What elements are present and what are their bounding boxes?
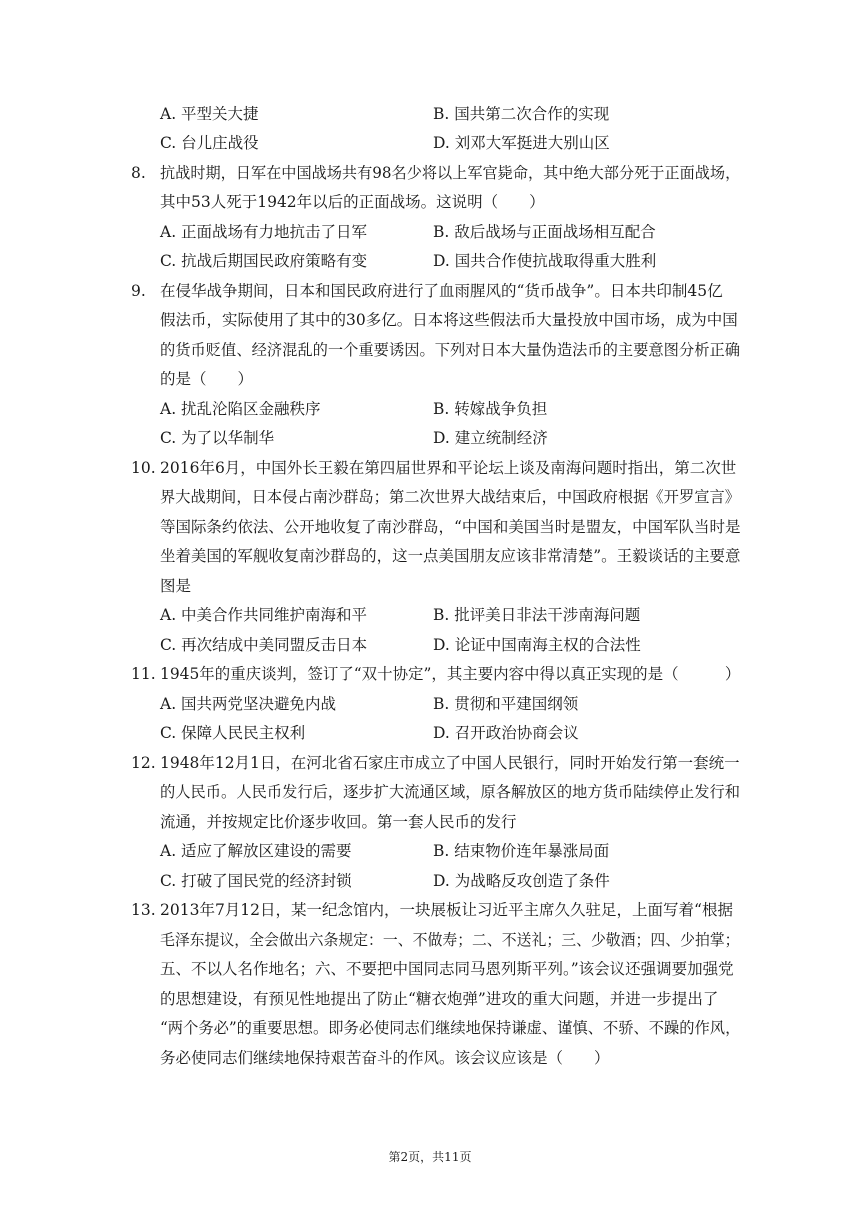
q9-line: 的货币贬值、经济混乱的一个重要诱因。下列对日本大量伪造法币的主要意图分析正确 <box>160 341 741 359</box>
q13-line: “两个务必”的重要思想。即务必使同志们继续地保持谦虚、谨慎、不骄、不躁的作风， <box>160 1019 741 1037</box>
q12-option-c: C. 打破了国民党的经济封锁 <box>160 872 352 890</box>
q9-line: 的是（ ） <box>160 370 254 388</box>
q8-line: 其中53人死于1942年以后的正面战场。这说明（ ） <box>160 193 545 211</box>
q8-option-b: B. 敌后战场与正面战场相互配合 <box>433 223 656 241</box>
q7-option-a: A. 平型关大捷 <box>160 105 259 123</box>
q11-option-c: C. 保障人民民主权利 <box>160 724 306 742</box>
q9-line: 假法币，实际使用了其中的30多亿。日本将这些假法币大量投放中国市场，成为中国 <box>160 311 738 329</box>
q7-option-b: B. 国共第二次合作的实现 <box>433 105 610 123</box>
q13-number: 13. <box>131 901 156 919</box>
q11-option-b: B. 贯彻和平建国纲领 <box>433 695 579 713</box>
q10-option-d: D. 论证中国南海主权的合法性 <box>433 636 641 654</box>
q8-number: 8. <box>131 164 146 182</box>
q7-option-c: C. 台儿庄战役 <box>160 134 259 152</box>
q10-line: 图是 <box>160 577 192 595</box>
q13-line: 五、不以人名作地名；六、不要把中国同志同马恩列斯平列。”该会议还强调要加强党 <box>160 960 734 978</box>
q11-option-a: A. 国共两党坚决避免内战 <box>160 695 337 713</box>
q9-line: 在侵华战争期间，日本和国民政府进行了血雨腥风的“货币战争”。日本共印制45亿 <box>160 282 723 300</box>
q9-option-a: A. 扰乱沦陷区金融秩序 <box>160 400 321 418</box>
q12-line: 流通，并按规定比价逐步收回。第一套人民币的发行 <box>160 813 517 831</box>
q10-line: 2016年6月，中国外长王毅在第四届世界和平论坛上谈及南海问题时指出，第二次世 <box>160 459 737 477</box>
q11-line: 1945年的重庆谈判，签订了“双十协定”，其主要内容中得以真正实现的是（ ） <box>160 665 741 683</box>
q11-number: 11. <box>131 665 156 683</box>
q9-option-d: D. 建立统制经济 <box>433 429 548 447</box>
q13-line: 2013年7月12日，某一纪念馆内，一块展板让习近平主席久久驻足，上面写着“根据 <box>160 901 733 919</box>
q10-option-a: A. 中美合作共同维护南海和平 <box>160 606 368 624</box>
page-footer: 第2页，共11页 <box>388 1150 472 1164</box>
q10-option-b: B. 批评美日非法干涉南海问题 <box>433 606 641 624</box>
q8-option-a: A. 正面战场有力地抗击了日军 <box>160 223 368 241</box>
q10-line: 界大战期间，日本侵占南沙群岛；第二次世界大战结束后，中国政府根据《开罗宣言》 <box>160 488 741 506</box>
q12-option-d: D. 为战略反攻创造了条件 <box>433 872 610 890</box>
q10-line: 等国际条约依法、公开地收复了南沙群岛，“中国和美国当时是盟友，中国军队当时是 <box>160 518 741 536</box>
q10-option-c: C. 再次结成中美同盟反击日本 <box>160 636 368 654</box>
q12-option-a: A. 适应了解放区建设的需要 <box>160 842 352 860</box>
q12-number: 12. <box>131 754 156 772</box>
q12-line: 1948年12月1日，在河北省石家庄市成立了中国人民银行，同时开始发行第一套统一 <box>160 754 740 772</box>
q12-option-b: B. 结束物价连年暴涨局面 <box>433 842 610 860</box>
q8-option-d: D. 国共合作使抗战取得重大胜利 <box>433 252 657 270</box>
q10-number: 10. <box>131 459 156 477</box>
q9-option-c: C. 为了以华制华 <box>160 429 275 447</box>
q7-option-d: D. 刘邓大军挺进大别山区 <box>433 134 610 152</box>
q9-option-b: B. 转嫁战争负担 <box>433 400 548 418</box>
q13-line: 的思想建设，有预见性地提出了防止“糖衣炮弹”进攻的重大问题，并进一步提出了 <box>160 990 719 1008</box>
q12-line: 的人民币。人民币发行后，逐步扩大流通区域，原各解放区的地方货币陆续停止发行和 <box>160 783 741 801</box>
q13-line: 毛泽东提议，全会做出六条规定：一、不做寿；二、不送礼；三、少敬酒；四、少拍掌； <box>160 931 740 949</box>
q8-line: 抗战时期，日军在中国战场共有98名少将以上军官毙命，其中绝大部分死于正面战场， <box>160 164 741 182</box>
q9-number: 9. <box>131 282 146 300</box>
q10-line: 坐着美国的军舰收复南沙群岛的，这一点美国朋友应该非常清楚”。王毅谈话的主要意 <box>160 547 741 565</box>
q8-option-c: C. 抗战后期国民政府策略有变 <box>160 252 368 270</box>
q11-option-d: D. 召开政治协商会议 <box>433 724 579 742</box>
q13-line: 务必使同志们继续地保持艰苦奋斗的作风。该会议应该是（ ） <box>160 1049 610 1067</box>
